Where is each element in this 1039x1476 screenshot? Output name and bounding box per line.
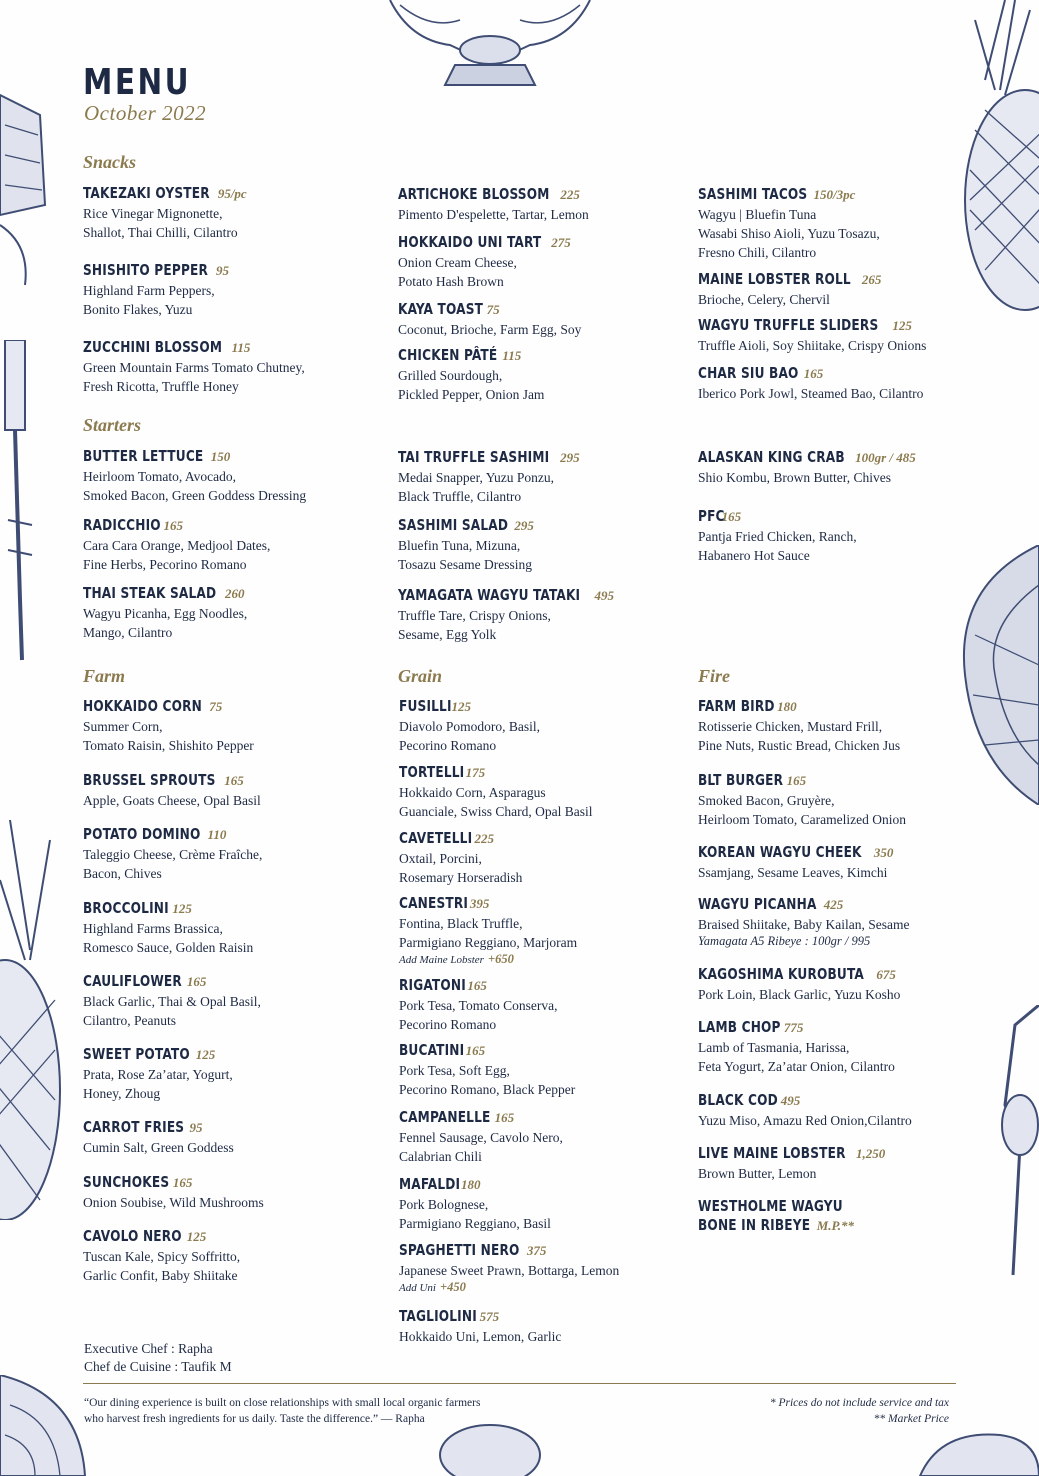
menu-item — [698, 1144, 998, 1183]
item-note: Yamagata A5 Ribeye : 100gr / 995 — [698, 934, 871, 948]
item-price: 165 — [163, 518, 183, 533]
item-name: HOKKAIDO UNI TART — [398, 233, 542, 251]
item-price: 95 — [189, 1120, 203, 1135]
item-price: 1,250 — [856, 1146, 886, 1161]
footer-divider — [83, 1383, 956, 1384]
item-price: 165 — [224, 773, 244, 788]
section-starters: Starters — [83, 415, 142, 435]
item-price: 165 — [172, 1175, 193, 1190]
item-price: 75 — [486, 302, 500, 317]
item-name: CHICKEN PÂTÉ — [398, 346, 498, 364]
item-price: 165 — [721, 509, 742, 524]
item-description: Cara Cara Orange, Medjool Dates, Fine Herbs, Pecorino Romano — [83, 538, 271, 572]
addon-label: Add Uni — [399, 1282, 436, 1294]
item-description: Fontina, Black Truffle, Parmigiano Reggiano, Marjoram — [399, 916, 578, 950]
item-name: WAGYU PICANHA — [698, 895, 817, 913]
menu-item — [398, 448, 698, 506]
menu-item — [83, 697, 383, 755]
item-price: 295 — [514, 518, 534, 533]
footer-quote: “Our dining experience is built on close relationships with small local organic farmers who harvest fresh ingredients for us daily. Taste the difference.” — Rapha — [84, 1397, 481, 1425]
item-description: Onion Cream Cheese, Potato Hash Brown — [398, 255, 517, 289]
menu-item — [698, 843, 998, 882]
item-description: Summer Corn, Tomato Raisin, Shishito Pepper — [83, 719, 254, 753]
menu-item — [698, 697, 998, 755]
menu-item — [399, 697, 699, 755]
item-description: Green Mountain Farms Tomato Chutney, Fresh Ricotta, Truffle Honey — [83, 360, 305, 394]
item-name: ALASKAN KING CRAB — [698, 448, 845, 466]
item-price: 115 — [502, 348, 522, 363]
item-description: Prata, Rose Za’atar, Yogurt, Honey, Zhoug — [83, 1067, 233, 1101]
item-price: 125 — [172, 901, 192, 916]
item-name: ARTICHOKE BLOSSOM — [398, 185, 550, 203]
section-farm: Farm — [83, 666, 126, 686]
item-description: Highland Farms Brassica, Romesco Sauce, Golden Raisin — [83, 921, 254, 955]
item-description: Hokkaido Corn, Asparagus Guanciale, Swiss Chard, Opal Basil — [399, 785, 593, 819]
menu-item — [698, 507, 998, 565]
chef-credits — [84, 1340, 232, 1376]
item-description: Brown Butter, Lemon — [698, 1166, 817, 1181]
menu-item — [399, 1041, 699, 1099]
item-name: CARROT FRIES — [83, 1118, 185, 1136]
item-price: 495 — [780, 1093, 801, 1108]
item-price: 575 — [479, 1309, 500, 1324]
item-price: 180 — [777, 699, 797, 714]
menu-item — [83, 1227, 383, 1285]
menu-item — [698, 270, 998, 309]
item-name: SHISHITO PEPPER — [83, 261, 209, 279]
shell-illustration-bottom-left — [0, 1375, 90, 1476]
menu-item — [399, 1175, 699, 1233]
item-price: 375 — [526, 1243, 547, 1258]
menu-item — [398, 516, 698, 574]
item-price: 425 — [823, 897, 844, 912]
item-price: 125 — [186, 1229, 207, 1244]
item-price: 225 — [474, 831, 494, 846]
item-name: POTATO DOMINO — [83, 825, 201, 843]
item-description: Bluefin Tuna, Mizuna, Tosazu Sesame Dressing — [398, 538, 533, 572]
item-name: KOREAN WAGYU CHEEK — [698, 843, 862, 861]
menu-item — [399, 829, 699, 887]
item-name: LAMB CHOP — [698, 1018, 781, 1036]
item-description: Pimento D'espelette, Tartar, Lemon — [398, 207, 589, 222]
menu-item — [698, 364, 998, 403]
item-price: 75 — [209, 699, 223, 714]
item-description: Coconut, Brioche, Farm Egg, Soy — [398, 322, 582, 337]
menu-item — [399, 763, 699, 821]
item-description: Truffle Tare, Crispy Onions, Sesame, Egg Yolk — [398, 608, 551, 642]
menu-item — [398, 300, 698, 339]
item-description: Yuzu Miso, Amazu Red Onion,Cilantro — [698, 1113, 912, 1128]
item-name: THAI STEAK SALAD — [83, 584, 217, 602]
menu-item — [83, 1173, 383, 1212]
item-name: RIGATONI — [399, 976, 466, 994]
item-description: Apple, Goats Cheese, Opal Basil — [83, 793, 261, 808]
item-name: BROCCOLINI — [83, 899, 169, 917]
item-price: 260 — [225, 586, 245, 601]
item-price: 165 — [467, 978, 487, 993]
item-name: SPAGHETTI NERO — [399, 1241, 520, 1259]
menu-item — [698, 771, 998, 829]
menu-item — [698, 448, 998, 487]
item-name: YAMAGATA WAGYU TATAKI — [398, 586, 581, 604]
item-name: SWEET POTATO — [83, 1045, 190, 1063]
menu-item — [399, 1108, 699, 1166]
menu-item — [399, 1307, 699, 1346]
item-price: 125 — [892, 318, 912, 333]
item-addon — [399, 952, 699, 967]
urn-illustration — [370, 0, 610, 95]
item-name: PFC — [698, 507, 725, 525]
menu-item — [698, 1091, 998, 1130]
item-price: 125 — [195, 1047, 216, 1062]
item-description: Hokkaido Uni, Lemon, Garlic — [399, 1329, 562, 1344]
item-name: TAKEZAKI OYSTER — [83, 184, 210, 202]
section-grain: Grain — [398, 666, 443, 686]
menu-item — [83, 825, 383, 883]
item-description: Heirloom Tomato, Avocado, Smoked Bacon, Green Goddess Dressing — [83, 469, 307, 503]
item-name-line2: BONE IN RIBEYE — [698, 1216, 811, 1234]
menu-item — [399, 1241, 699, 1295]
item-description: Rice Vinegar Mignonette, Shallot, Thai Chilli, Cilantro — [83, 206, 238, 240]
item-name: FARM BIRD — [698, 697, 775, 715]
item-description: Cumin Salt, Green Goddess — [83, 1140, 234, 1155]
item-description: Lamb of Tasmania, Harissa, Feta Yogurt, Za’atar Onion, Cilantro — [698, 1040, 895, 1074]
item-name: TORTELLI — [399, 763, 465, 781]
item-price: 675 — [876, 967, 896, 982]
menu-item — [83, 184, 383, 242]
menu-item — [83, 771, 383, 810]
item-price: 265 — [861, 272, 882, 287]
item-price: 165 — [786, 773, 807, 788]
pineapple-illustration-left — [0, 820, 70, 1220]
item-name: WESTHOLME WAGYU — [698, 1197, 843, 1215]
item-description: Truffle Aioli, Soy Shiitake, Crispy Onions — [698, 338, 927, 353]
item-name: MAFALDI — [399, 1175, 461, 1193]
item-description: Wagyu | Bluefin Tuna Wasabi Shiso Aioli, Yuzu Tosazu, Fresno Chili, Cilantro — [698, 207, 880, 260]
item-name: BLT BURGER — [698, 771, 784, 789]
menu-item — [83, 447, 383, 505]
item-name: CAULIFLOWER — [83, 972, 182, 990]
menu-item — [698, 1018, 998, 1076]
item-description: Oxtail, Porcini, Rosemary Horseradish — [399, 851, 523, 885]
menu-item — [398, 346, 698, 404]
tax-note: * Prices do not include service and tax — [769, 1397, 949, 1409]
item-price: 180 — [461, 1177, 481, 1192]
menu-item — [83, 1045, 383, 1103]
addon-price: +650 — [487, 952, 514, 966]
item-price: 150 — [210, 449, 231, 464]
menu-item — [698, 316, 998, 355]
item-addon — [399, 1280, 699, 1295]
item-description: Iberico Pork Jowl, Steamed Bao, Cilantro — [698, 386, 924, 401]
menu-item — [83, 972, 383, 1030]
item-price: 100gr / 485 — [855, 450, 916, 465]
item-name: KAGOSHIMA KUROBUTA — [698, 965, 864, 983]
item-price: 175 — [465, 765, 486, 780]
item-description: Fennel Sausage, Cavolo Nero, Calabrian Chili — [399, 1130, 563, 1164]
item-name: CAVOLO NERO — [83, 1227, 182, 1245]
shell-illustration-right — [955, 545, 1039, 805]
menu-item — [398, 185, 698, 224]
item-price: 225 — [560, 187, 580, 202]
item-description: Taleggio Cheese, Crème Fraîche, Bacon, Chives — [83, 847, 263, 881]
item-description: Rotisserie Chicken, Mustard Frill, Pine Nuts, Rustic Bread, Chicken Jus — [698, 719, 901, 753]
item-description: Pork Bolognese, Parmigiano Reggiano, Basil — [399, 1197, 551, 1231]
item-description: Ssamjang, Sesame Leaves, Kimchi — [698, 865, 888, 880]
menu-item — [698, 185, 998, 262]
item-description: Shio Kombu, Brown Butter, Chives — [698, 470, 891, 485]
item-name: CAVETELLI — [399, 829, 473, 847]
menu-item — [83, 338, 393, 396]
item-price: 115 — [231, 340, 251, 355]
item-description: Pantja Fried Chicken, Ranch, Habanero Hot Sauce — [698, 529, 857, 563]
item-price: 275 — [551, 235, 571, 250]
item-description: Medai Snapper, Yuzu Ponzu, Black Truffle, Cilantro — [398, 470, 555, 504]
item-description: Diavolo Pomodoro, Basil, Pecorino Romano — [399, 719, 540, 753]
item-price: 165 — [186, 974, 207, 989]
item-price: 110 — [207, 827, 227, 842]
menu-item — [83, 261, 383, 319]
executive-chef: Executive Chef : Rapha — [84, 1341, 213, 1356]
item-description: Grilled Sourdough, Pickled Pepper, Onion Jam — [398, 368, 545, 402]
item-name: LIVE MAINE LOBSTER — [698, 1144, 846, 1162]
menu-item — [83, 584, 383, 642]
item-name: RADICCHIO — [83, 516, 161, 534]
lobster-illustration-bottom-right — [900, 1420, 1039, 1476]
item-name: MAINE LOBSTER ROLL — [698, 270, 851, 288]
item-name: ZUCCHINI BLOSSOM — [83, 338, 223, 356]
item-name: CHAR SIU BAO — [698, 364, 799, 382]
addon-price: +450 — [439, 1280, 466, 1294]
item-description: Pork Tesa, Soft Egg, Pecorino Romano, Black Pepper — [399, 1063, 576, 1097]
item-price: 295 — [560, 450, 580, 465]
menu-item — [83, 516, 383, 574]
chef-de-cuisine: Chef de Cuisine : Taufik M — [84, 1359, 232, 1374]
item-name: WAGYU TRUFFLE SLIDERS — [698, 316, 879, 334]
item-price: 150/3pc — [813, 187, 856, 202]
item-description: Wagyu Picanha, Egg Noodles, Mango, Cilantro — [83, 606, 248, 640]
section-fire: Fire — [698, 666, 731, 686]
menu-item — [698, 965, 998, 1004]
item-price: 95/pc — [217, 186, 247, 201]
item-price: 125 — [451, 699, 472, 714]
menu-item — [698, 1197, 998, 1235]
menu-item — [398, 586, 698, 644]
item-price: 165 — [803, 366, 824, 381]
addon-label: Add Maine Lobster — [399, 954, 484, 966]
item-name: BUTTER LETTUCE — [83, 447, 204, 465]
item-description: Pork Tesa, Tomato Conserva, Pecorino Romano — [399, 998, 558, 1032]
menu-date: October 2022 — [84, 101, 207, 125]
menu-item — [83, 899, 383, 957]
item-name: BRUSSEL SPROUTS — [83, 771, 216, 789]
market-price-note: ** Market Price — [873, 1413, 949, 1425]
item-description: Tuscan Kale, Spicy Soffritto, Garlic Confit, Baby Shiitake — [83, 1249, 241, 1283]
item-name: SASHIMI SALAD — [398, 516, 509, 534]
item-description: Highland Farm Peppers, Bonito Flakes, Yuzu — [83, 283, 215, 317]
item-description: Japanese Sweet Prawn, Bottarga, Lemon — [399, 1263, 620, 1278]
item-price: 165 — [494, 1110, 515, 1125]
item-description: Black Garlic, Thai & Opal Basil, Cilantro, Peanuts — [83, 994, 261, 1028]
menu-item — [399, 894, 699, 967]
item-name: KAYA TOAST — [398, 300, 484, 318]
item-description: Pork Loin, Black Garlic, Yuzu Kosho — [698, 987, 901, 1002]
item-name: CANESTRI — [399, 894, 469, 912]
item-price: 95 — [215, 263, 229, 278]
item-name: BUCATINI — [399, 1041, 465, 1059]
tool-illustration-left — [0, 340, 45, 670]
grinder-illustration-left — [0, 85, 60, 285]
item-name: HOKKAIDO CORN — [83, 697, 202, 715]
menu-item — [698, 895, 998, 949]
item-description: Brioche, Celery, Chervil — [698, 292, 830, 307]
item-name: SASHIMI TACOS — [698, 185, 808, 203]
item-name: SUNCHOKES — [83, 1173, 170, 1191]
item-name: TAI TRUFFLE SASHIMI — [398, 448, 550, 466]
item-price: 495 — [594, 588, 615, 603]
menu-item — [83, 1118, 383, 1157]
item-price: 395 — [469, 896, 490, 911]
item-name: CAMPANELLE — [399, 1108, 491, 1126]
item-description: Smoked Bacon, Gruyère, Heirloom Tomato, Caramelized Onion — [698, 793, 907, 827]
menu-title: MENU — [83, 62, 192, 103]
item-description: Onion Soubise, Wild Mushrooms — [83, 1195, 264, 1210]
item-name: TAGLIOLINI — [399, 1307, 477, 1325]
menu-item — [399, 976, 699, 1034]
item-name: BLACK COD — [698, 1091, 778, 1109]
tax-notes — [770, 1395, 949, 1427]
item-price: M.P.** — [816, 1218, 855, 1233]
item-price: 350 — [873, 845, 894, 860]
section-snacks: Snacks — [83, 152, 137, 172]
menu-item — [398, 233, 698, 291]
item-name: FUSILLI — [399, 697, 452, 715]
item-description: Braised Shiitake, Baby Kailan, Sesame — [698, 917, 910, 932]
item-price: 165 — [465, 1043, 486, 1058]
item-price: 775 — [783, 1020, 804, 1035]
